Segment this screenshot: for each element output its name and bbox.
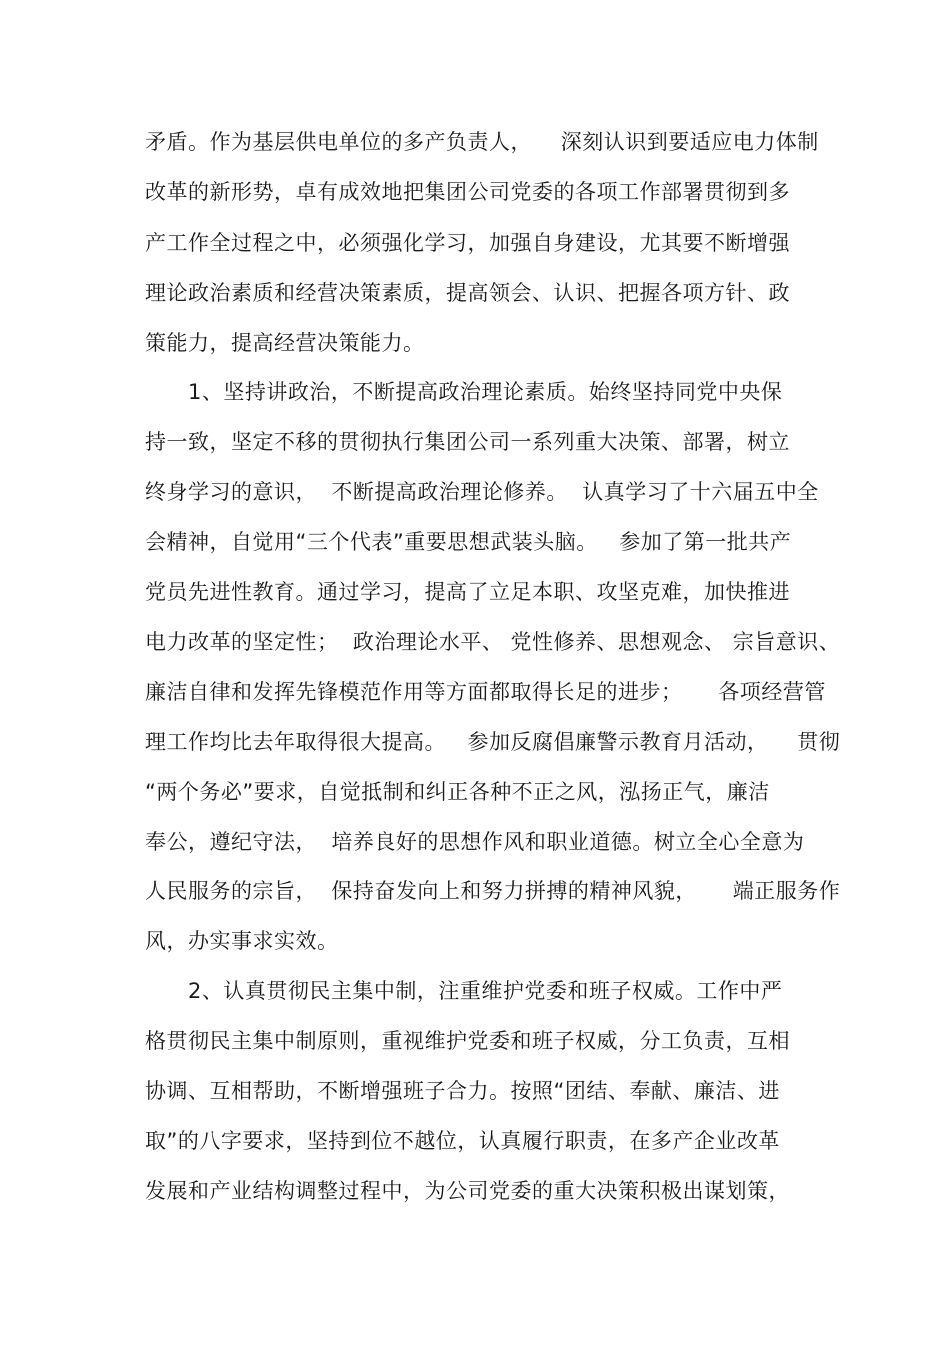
text-line: 发展和产业结构调整过程中，为公司党委的重大决策积极出谋划策， bbox=[145, 1179, 790, 1203]
text-line: 格贯彻民主集中制原则，重视维护党委和班子权威，分工负责，互相 bbox=[145, 1029, 790, 1053]
text-line: 人民服务的宗旨， 保持奋发向上和努力拼搏的精神风貌， 端正服务作 bbox=[145, 879, 841, 903]
text-line: 廉洁自律和发挥先锋模范作用等方面都取得长足的进步； 各项经营管 bbox=[145, 680, 826, 704]
text-line: 会精神，自觉用“三个代表”重要思想武装头脑。 参加了第一批共产 bbox=[145, 530, 792, 554]
text-line: 矛盾。作为基层供电单位的多产负责人， 深刻认识到要适应电力体制 bbox=[145, 130, 819, 154]
text-line: 持一致，坚定不移的贯彻执行集团公司一系列重大决策、部署，树立 bbox=[145, 430, 790, 454]
text-line: 理工作均比去年取得很大提高。 参加反腐倡廉警示教育月活动， 贯彻 bbox=[145, 730, 841, 754]
text-line: 终身学习的意识， 不断提高政治理论修养。 认真学习了十六届五中全 bbox=[145, 480, 819, 504]
text-line: 理论政治素质和经营决策素质，提高领会、认识、把握各项方针、政 bbox=[145, 281, 790, 305]
text-line: 党员先进性教育。通过学习，提高了立足本职、攻坚克难，加快推进 bbox=[145, 580, 790, 604]
text-line: 取”的八字要求，坚持到位不越位，认真履行职责，在多产企业改革 bbox=[145, 1129, 780, 1153]
text-line: 策能力，提高经营决策能力。 bbox=[145, 331, 425, 355]
paragraph-heading-1: 1、坚持讲政治，不断提高政治理论素质。始终坚持同党中央保 bbox=[188, 380, 783, 404]
text-line: 电力改革的坚定性； 政治理论水平、 党性修养、思想观念、 宗旨意识、 bbox=[145, 630, 841, 654]
text-line: 改革的新形势，卓有成效地把集团公司党委的各项工作部署贯彻到多 bbox=[145, 180, 790, 204]
text-line: 风，办实事求实效。 bbox=[145, 929, 339, 953]
text-line: 协调、互相帮助，不断增强班子合力。按照“团结、奉献、廉洁、进 bbox=[145, 1079, 780, 1103]
text-line: “两个务必”要求，自觉抵制和纠正各种不正之风，泓扬正气，廉洁 bbox=[145, 780, 770, 804]
paragraph-heading-2: 2、认真贯彻民主集中制，注重维护党委和班子权威。工作中严 bbox=[188, 979, 783, 1003]
text-line: 奉公，遵纪守法， 培养良好的思想作风和职业道德。树立全心全意为 bbox=[145, 830, 805, 854]
text-line: 产工作全过程之中，必须强化学习，加强自身建设，尤其要不断增强 bbox=[145, 231, 790, 255]
